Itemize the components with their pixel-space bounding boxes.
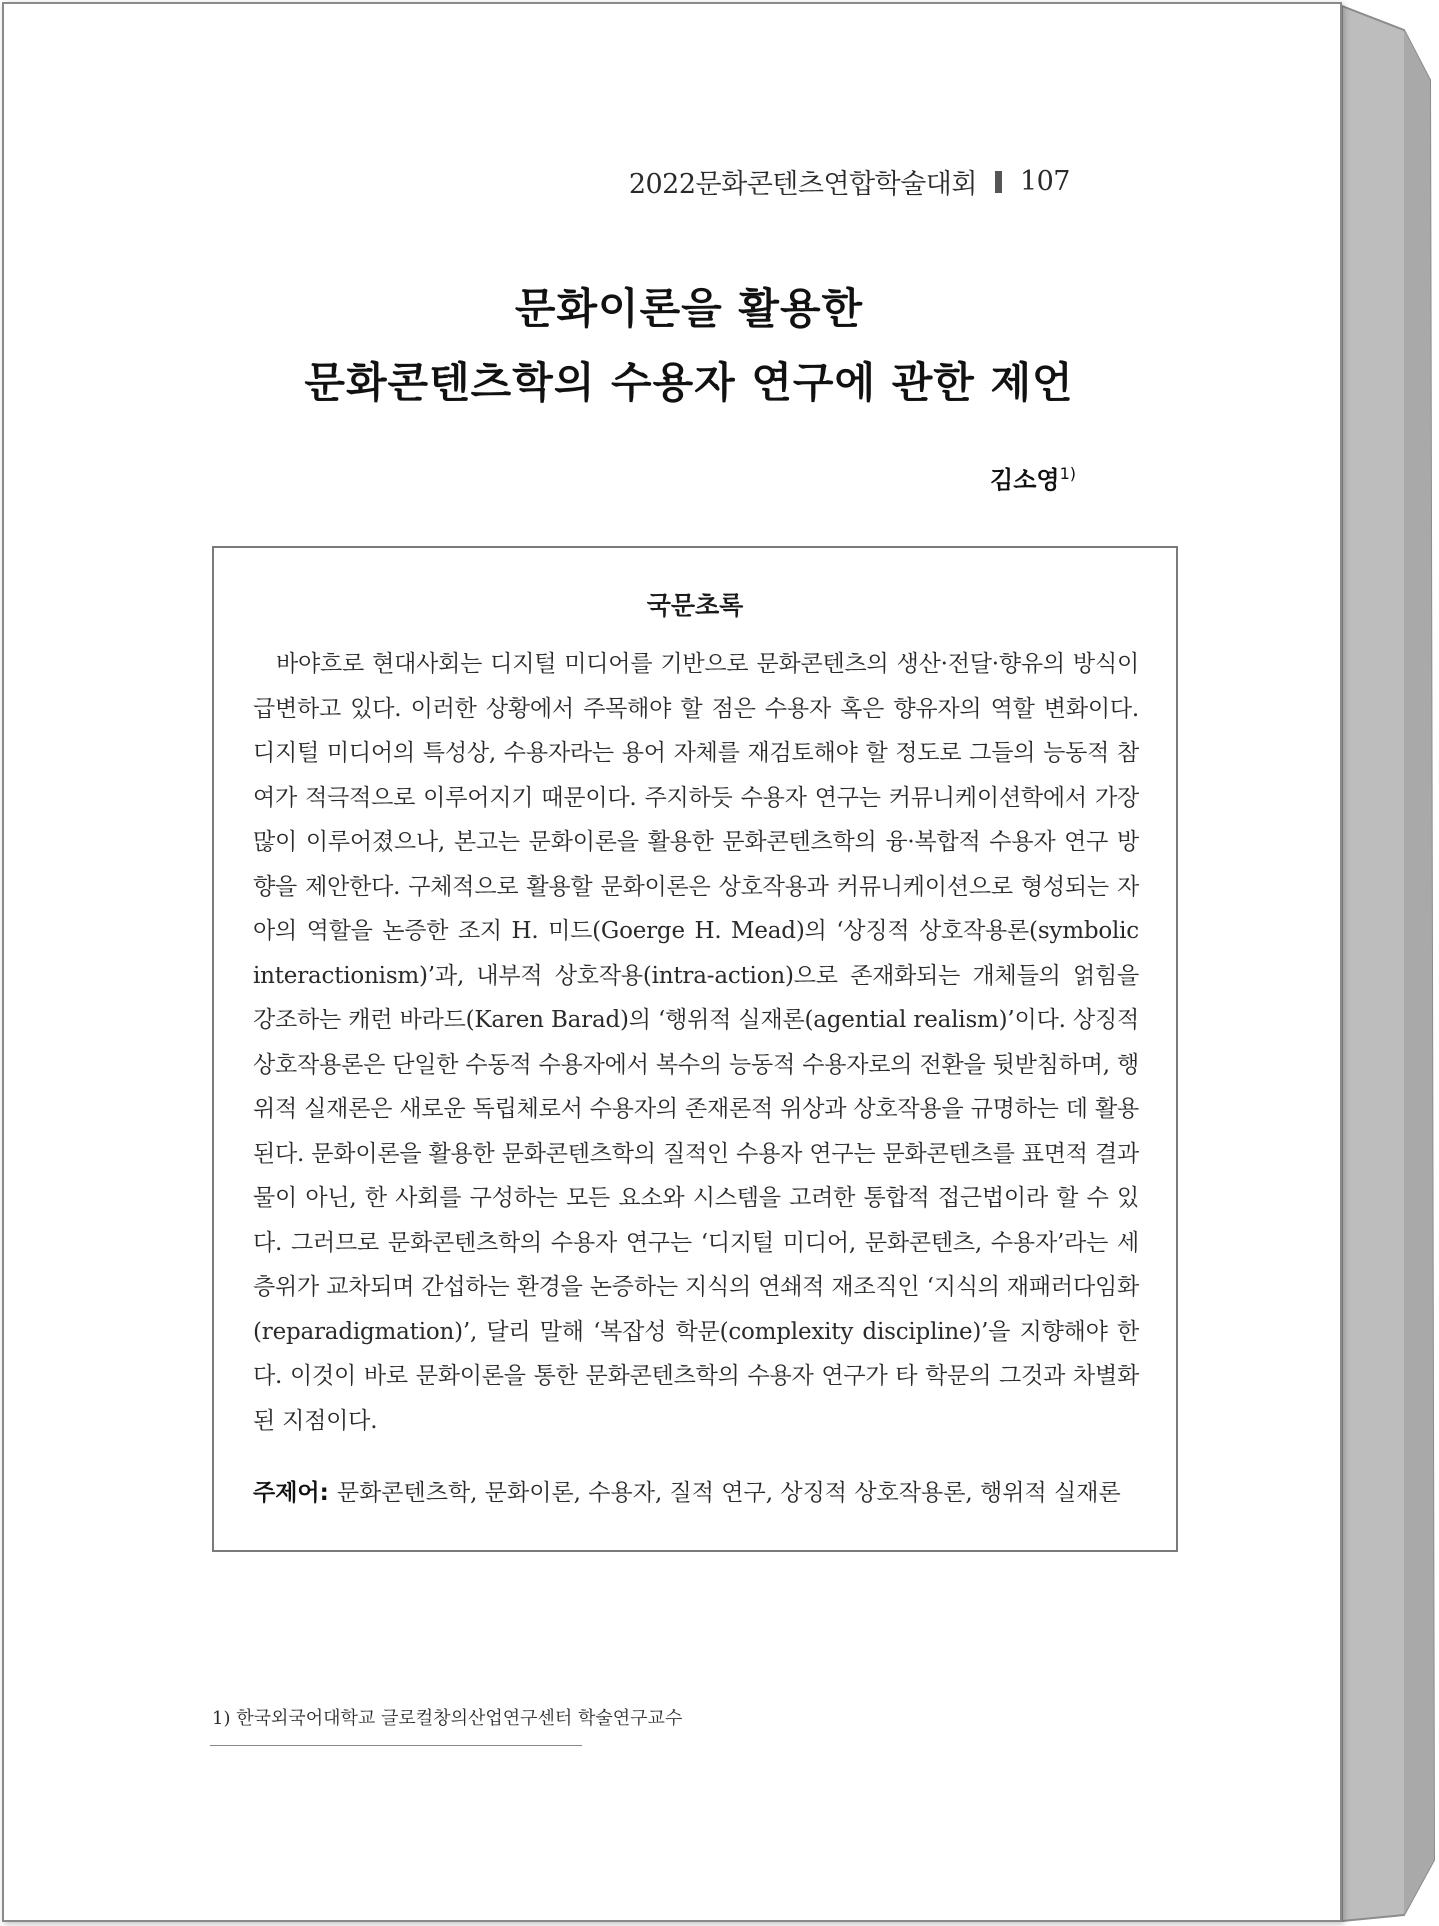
abstract-heading: 국문초록	[646, 591, 744, 620]
abstract-box	[212, 546, 1178, 1552]
author	[990, 460, 1076, 495]
page-number: 107	[1019, 166, 1070, 197]
document-page	[2, 2, 1342, 1922]
author-footnote-mark: 1)	[1059, 464, 1076, 483]
title-line-1: 문화이론을 활용한	[514, 284, 864, 333]
keywords-list: 문화콘텐츠학, 문화이론, 수용자, 질적 연구, 상징적 상호작용론, 행위적 실재론	[336, 1480, 1121, 1506]
title-line-2: 문화콘텐츠학의 수용자 연구에 관한 제언	[304, 358, 1074, 407]
conference-name: 2022문화콘텐츠연합학술대회	[628, 169, 977, 200]
separator-bar	[995, 171, 1002, 193]
running-head	[629, 162, 1070, 201]
abstract-body: 바야흐로 현대사회는 디지털 미디어를 기반으로 문화콘텐츠의 생산·전달·향유의 방식이 급변하고 있다. 이러한 상황에서 주목해야 할 점은 수용자 혹은 향유자의 역할 변화이다. 디지털 미디어의 특성상, 수용자라는 용어 자체를 재검토해야 할 정도로 그들의 능동적 참여가 적극적으로 이루어지기 때문이다. 주지하듯 수용자 연구는 커뮤니케이션학에서 가장 많이 이루어졌으나, 본고는 문화이론을 활용한 문화콘텐츠학의 융·복합적 수용자 연구 방향을 제안한다. 구체적으로 활용할 문화이론은 상호작용과 커뮤니케이션으로 형성되는 자아의 역할을 논증한 조지 H. 미드(Goerge H. Mead)의 ‘상징적 상호작용론(symbolic interactionism)’과, 내부적 상호작용(intra-action)으로 존재화되는 개체들의 얽힘을 강조하는 캐런 바라드(Karen Barad)의 ‘행위적 실재론(agential realism)’이다. 상징적 상호작용론은 단일한 수동적 수용자에서 복수의 능동적 수용자로의 전환을 뒷받침하며, 행위적 실재론은 새로운 독립체로서 수용자의 존재론적 위상과 상호작용을 규명하는 데 활용된다. 문화이론을 활용한 문화콘텐츠학의 질적인 수용자 연구는 문화콘텐츠를 표면적 결과물이 아닌, 한 사회를 구성하는 모든 요소와 시스템을 고려한 통합적 접근법이라 할 수 있다. 그러므로 문화콘텐츠학의 수용자 연구는 ‘디지털 미디어, 문화콘텐츠, 수용자’라는 세 층위가 교차되며 간섭하는 환경을 논증하는 지식의 연쇄적 재조직인 ‘지식의 재패러다임화(reparadigmation)’, 달리 말해 ‘복잡성 학문(complexity discipline)’을 지향해야 한다. 이것이 바로 문화이론을 통한 문화콘텐츠학의 수용자 연구가 타 학문의 그것과 차별화된 지점이다.	[253, 651, 1139, 1434]
keywords-label: 주제어:	[253, 1480, 329, 1506]
author-name: 김소영	[990, 466, 1060, 494]
keywords	[253, 1474, 1153, 1507]
footnote: 1) 한국외국어대학교 글로컬창의산업연구센터 학술연구교수	[212, 1708, 683, 1729]
footnote-divider	[210, 1745, 582, 1746]
